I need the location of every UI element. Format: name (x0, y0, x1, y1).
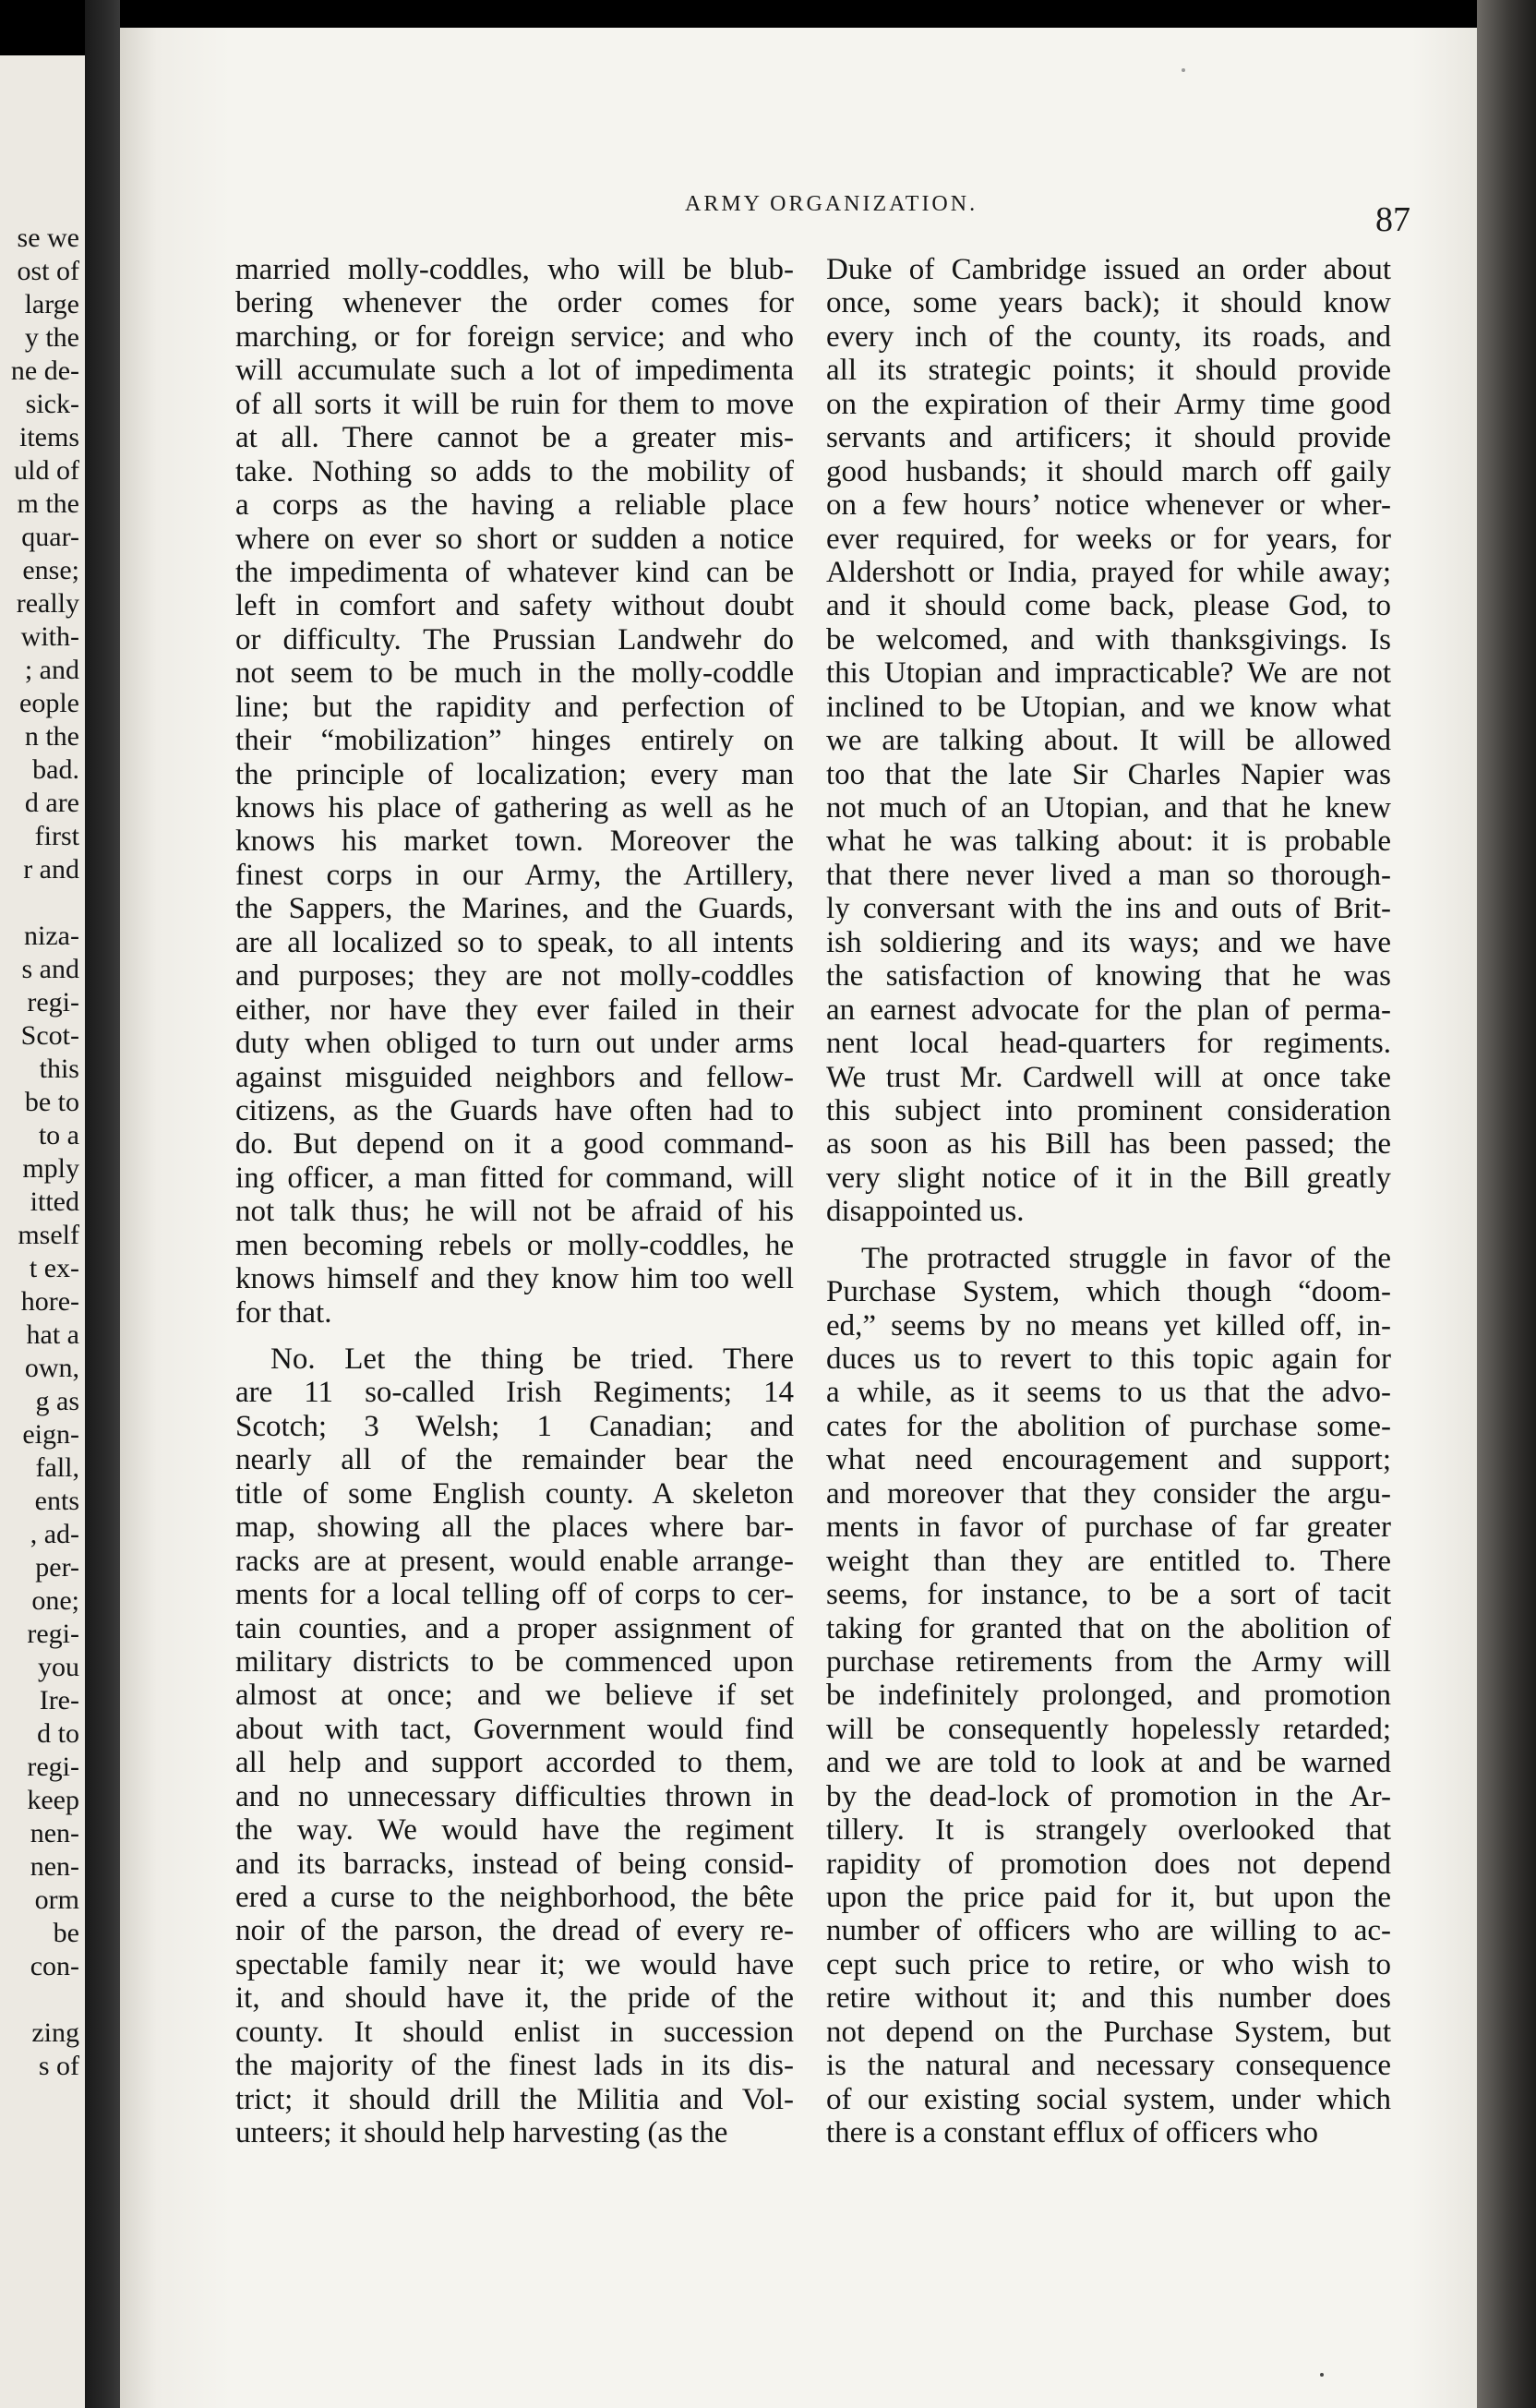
text-line: left in comfort and safety without doubt (235, 589, 794, 623)
text-line: duces us to revert to this topic again for (826, 1342, 1391, 1376)
previous-page-line: nen- (30, 1851, 79, 1882)
text-line: not depend on the Purchase System, but (826, 2015, 1391, 2049)
left-column (235, 253, 794, 2150)
text-line: or difficulty. The Prussian Landwehr do (235, 622, 794, 656)
previous-page-line: y the (24, 322, 79, 353)
previous-page-fragment (0, 55, 85, 2408)
previous-page-line: this (39, 1054, 79, 1084)
previous-page-line: really (16, 588, 79, 619)
text-line: upon the price paid for it, but upon the (826, 1881, 1391, 1914)
text-line: of all sorts it will be ruin for them to move (235, 387, 794, 421)
text-line: finest corps in our Army, the Artillery, (235, 858, 794, 892)
previous-page-line: ense; (22, 555, 79, 585)
text-line: nent local head-quarters for regiments. (826, 1027, 1391, 1061)
previous-page-line: r and (23, 854, 79, 885)
text-line: all its strategic points; it should provide (826, 354, 1391, 388)
text-line: at all. There cannot be a greater mis- (235, 421, 794, 455)
text-line: taking for granted that on the abolition of (826, 1611, 1391, 1645)
text-line: their “mobilization” hinges entirely on (235, 724, 794, 758)
text-line: what he was talking about: it is probable (826, 825, 1391, 859)
text-line: county. It should enlist in succession (235, 2015, 794, 2049)
previous-page-line: uld of (14, 455, 79, 486)
previous-page-line: own, (24, 1353, 79, 1383)
text-line: trict; it should drill the Militia and Vol- (235, 2082, 794, 2116)
text-line: the satisfaction of knowing that he was (826, 959, 1391, 993)
text-line: once, some years back); it should know (826, 286, 1391, 320)
previous-page-line: bad. (32, 754, 79, 785)
text-line: on a few hours’ notice whenever or wher- (826, 488, 1391, 523)
previous-page-line: m the (17, 488, 79, 519)
text-line: spectable family near it; we would have (235, 1947, 794, 1981)
previous-page-line: first (34, 821, 79, 851)
text-line: there is a constant efflux of officers who (826, 2116, 1319, 2150)
text-line: nearly all of the remainder bear the (235, 1443, 794, 1477)
text-line: purchase retirements from the Army will (826, 1644, 1391, 1679)
previous-page-line: niza- (24, 921, 79, 951)
text-line: knows himself and they know him too well (235, 1262, 794, 1296)
text-line: not seem to be much in the molly-coddle (235, 656, 794, 691)
text-line: marching, or for foreign service; and who (235, 319, 794, 354)
text-line: by the dead-lock of promotion in the Ar- (826, 1779, 1391, 1813)
previous-page-line: t ex- (29, 1253, 79, 1283)
text-line: the Sappers, the Marines, and the Guards, (235, 892, 794, 926)
text-line: what need encouragement and support; (826, 1443, 1391, 1477)
text-line: of our existing social system, under which (826, 2082, 1391, 2116)
text-line: all help and support accorded to them, (235, 1746, 794, 1780)
text-line: on the expiration of their Army time good (826, 387, 1391, 421)
text-line: is the natural and necessary consequence (826, 2049, 1391, 2083)
text-line: for that. (235, 1295, 332, 1330)
text-line: are 11 so-called Irish Regiments; 14 (235, 1376, 794, 1410)
previous-page-line: regi- (27, 1619, 79, 1649)
text-line: do. But depend on it a good command- (235, 1127, 794, 1162)
text-line: seems, for instance, to be a sort of tacit (826, 1578, 1391, 1612)
previous-page-line: ents (34, 1486, 79, 1516)
text-line: rapidity of promotion does not depend (826, 1847, 1391, 1881)
text-line: and we are told to look at and be warned (826, 1746, 1391, 1780)
text-line: weight than they are entitled to. There (826, 1544, 1391, 1578)
previous-page-line: s and (21, 954, 79, 984)
text-line: not talk thus; he will not be afraid of his (235, 1195, 794, 1229)
previous-page-line: keep (27, 1785, 79, 1815)
previous-page-line: s of (38, 2051, 79, 2081)
previous-page-line: regi- (27, 987, 79, 1017)
previous-page-line: regi- (27, 1752, 79, 1782)
text-line: noir of the parson, the dread of every re- (235, 1914, 794, 1948)
text-line: will be consequently hopelessly retarded; (826, 1712, 1391, 1746)
text-line: No. Let the thing be tried. There (270, 1342, 794, 1376)
text-line: tain counties, and a proper assignment of (235, 1611, 794, 1645)
text-line: a corps as the having a reliable place (235, 488, 794, 523)
text-line: duty when obliged to turn out under arms (235, 1027, 794, 1061)
previous-page-line: ; and (24, 655, 79, 685)
page-number: 87 (1375, 200, 1410, 239)
text-line: retire without it; and this number does (826, 1981, 1391, 2016)
previous-page-line: zing (31, 2017, 79, 2048)
previous-page-line: mply (22, 1153, 79, 1184)
text-line: inclined to be Utopian, and we know what (826, 690, 1391, 724)
text-line: either, nor have they ever failed in their (235, 993, 794, 1027)
text-line: line; but the rapidity and perfection of (235, 690, 794, 724)
previous-page-line: ost of (17, 256, 79, 286)
text-line: are all localized so to speak, to all intents (235, 925, 794, 959)
previous-page-line: g as (35, 1386, 79, 1416)
text-line: men becoming rebels or molly-coddles, he (235, 1228, 794, 1262)
text-line: cates for the abolition of purchase some- (826, 1409, 1391, 1443)
text-line: an earnest advocate for the plan of perma- (826, 993, 1391, 1027)
text-line: take. Nothing so adds to the mobility of (235, 454, 794, 488)
previous-page-line: , ad- (30, 1519, 79, 1549)
text-line: knows his market town. Moreover the (235, 825, 794, 859)
text-line: married molly-coddles, who will be blub- (235, 253, 794, 286)
text-line: bering whenever the order comes for (235, 286, 794, 320)
previous-page-line: nen- (30, 1818, 79, 1848)
text-line: too that the late Sir Charles Napier was (826, 757, 1391, 791)
text-line: ered a curse to the neighborhood, the bête (235, 1881, 794, 1914)
text-line: the principle of localization; every man (235, 757, 794, 791)
text-line: and moreover that they consider the argu- (826, 1476, 1391, 1511)
text-line: that there never lived a man so thorough- (826, 858, 1391, 892)
previous-page-line: you (38, 1652, 79, 1682)
text-line: cept such price to retire, or who wish to (826, 1947, 1391, 1981)
text-line: Purchase System, which though “doom- (826, 1275, 1391, 1309)
previous-page-line: orm (34, 1884, 79, 1915)
previous-page-line: eople (19, 688, 79, 718)
text-line: this Utopian and impracticable? We are not (826, 656, 1391, 691)
text-line: it, and should have it, the pride of the (235, 1981, 794, 2016)
text-line: servants and artificers; it should provide (826, 421, 1391, 455)
text-line: we are talking about. It will be allowed (826, 724, 1391, 758)
previous-page-line: eign- (22, 1419, 79, 1450)
previous-page-line: se we (17, 223, 79, 253)
text-line: the way. We would have the regiment (235, 1813, 794, 1848)
previous-page-line: hore- (20, 1286, 79, 1317)
text-line: The protracted struggle in favor of the (861, 1241, 1391, 1275)
page-edge-shadow (1477, 0, 1536, 2408)
running-head: ARMY ORGANIZATION. (685, 192, 978, 216)
text-line: ing officer, a man fitted for command, will (235, 1161, 794, 1195)
previous-page-line: per- (35, 1552, 79, 1583)
text-line: ever required, for weeks or for years, for (826, 522, 1391, 556)
text-line: as soon as his Bill has been passed; the (826, 1127, 1391, 1162)
previous-page-line: ne de- (10, 355, 79, 386)
text-line: the majority of the finest lads in its dis- (235, 2049, 794, 2083)
text-line: citizens, as the Guards have often had to (235, 1093, 794, 1127)
text-line: be welcomed, and with thanksgivings. Is (826, 622, 1391, 656)
previous-page-line: Ire- (39, 1685, 79, 1716)
previous-page-line: con- (30, 1951, 79, 1981)
text-line: about with tact, Government would find (235, 1712, 794, 1746)
previous-page-line: be to (24, 1087, 79, 1117)
text-line: against misguided neighbors and fellow- (235, 1060, 794, 1094)
right-column (826, 253, 1391, 2150)
text-line: racks are at present, would enable arrange- (235, 1544, 794, 1578)
text-line: this subject into prominent consideration (826, 1093, 1391, 1127)
text-line: We trust Mr. Cardwell will at once take (826, 1060, 1391, 1094)
text-line: very slight notice of it in the Bill greatly (826, 1161, 1391, 1195)
text-line: and no unnecessary difficulties thrown in (235, 1779, 794, 1813)
text-line: will accumulate such a lot of impedimenta (235, 354, 794, 388)
text-line: map, showing all the places where bar- (235, 1511, 794, 1545)
text-line: be indefinitely prolonged, and promotion (826, 1679, 1391, 1713)
text-line: number of officers who are willing to ac- (826, 1914, 1391, 1948)
text-line: Aldershott or India, prayed for while away; (826, 555, 1391, 589)
text-line: almost at once; and we believe if set (235, 1679, 794, 1713)
previous-page-line: sick- (25, 389, 79, 419)
previous-page-line: large (24, 289, 79, 319)
text-line: military districts to be commenced upon (235, 1644, 794, 1679)
previous-page-line: one; (31, 1585, 79, 1616)
text-line: ments in favor of purchase of far greater (826, 1511, 1391, 1545)
text-line: knows his place of gathering as well as he (235, 791, 794, 825)
previous-page-line: hat a (26, 1319, 79, 1350)
text-line: and purposes; they are not molly-coddles (235, 959, 794, 993)
previous-page-line: itted (30, 1186, 79, 1217)
previous-page-line: quar- (21, 522, 79, 552)
text-line: good husbands; it should march off gaily (826, 454, 1391, 488)
previous-page-line: be (53, 1918, 79, 1948)
text-line: where on ever so short or sudden a notice (235, 522, 794, 556)
previous-page-line: to a (38, 1120, 79, 1150)
text-line: and it should come back, please God, to (826, 589, 1391, 623)
text-line: the impedimenta of whatever kind can be (235, 555, 794, 589)
text-line: and its barracks, instead of being consid- (235, 1847, 794, 1881)
previous-page-line: n the (24, 721, 79, 752)
previous-page-line: d to (37, 1718, 79, 1749)
text-line: Duke of Cambridge issued an order about (826, 253, 1391, 286)
text-line: ly conversant with the ins and outs of Brit- (826, 892, 1391, 926)
previous-page-line: fall, (35, 1452, 79, 1483)
text-line: unteers; it should help harvesting (as the (235, 2116, 728, 2150)
text-line: disappointed us. (826, 1195, 1025, 1229)
previous-page-line: d are (24, 788, 79, 818)
previous-page-line: Scot- (20, 1020, 79, 1051)
text-line: Scotch; 3 Welsh; 1 Canadian; and (235, 1409, 794, 1443)
previous-page-line: with- (20, 621, 79, 652)
text-line: a while, as it seems to us that the advo- (826, 1376, 1391, 1410)
text-line: ed,” seems by no means yet killed off, in- (826, 1308, 1391, 1342)
book-gutter (85, 0, 120, 2408)
text-line: tillery. It is strangely overlooked that (826, 1813, 1391, 1848)
text-line: ish soldiering and its ways; and we have (826, 925, 1391, 959)
previous-page-line: mself (18, 1220, 79, 1250)
text-line: ments for a local telling off of corps to cer- (235, 1578, 794, 1612)
text-line: not much of an Utopian, and that he knew (826, 791, 1391, 825)
book-page (120, 28, 1505, 2408)
text-line: every inch of the county, its roads, and (826, 319, 1391, 354)
scan-speck (1320, 2373, 1324, 2377)
text-line: title of some English county. A skeleton (235, 1476, 794, 1511)
scan-speck (1182, 68, 1185, 72)
previous-page-line: items (19, 422, 79, 452)
